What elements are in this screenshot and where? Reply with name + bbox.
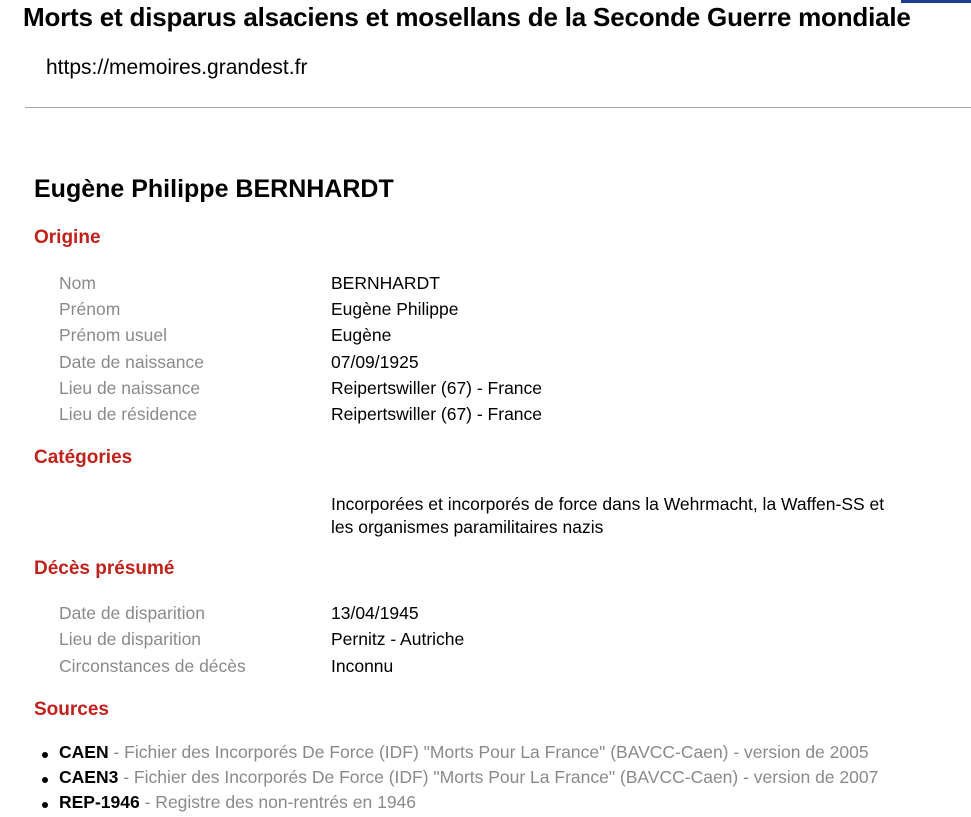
section-heading-origine: Origine — [34, 227, 101, 248]
header-divider — [25, 107, 971, 108]
person-name: Eugène Philippe BERNHARDT — [34, 175, 394, 203]
section-heading-categories: Catégories — [34, 447, 133, 468]
section-heading-sources: Sources — [34, 699, 109, 720]
site-url[interactable]: https://memoires.grandest.fr — [46, 56, 308, 79]
source-item — [40, 766, 878, 791]
site-title: Morts et disparus alsaciens et mosellans de la Seconde Guerre mondiale — [23, 2, 911, 32]
value-prenom-usuel: Eugène — [331, 325, 392, 345]
value-date-naissance: 07/09/1925 — [331, 352, 419, 372]
source-code: REP-1946 — [59, 792, 140, 812]
source-description: - Fichier des Incorporés De Force (IDF) "Morts Pour La France" (BAVCC-Caen) - version de 2007 — [118, 767, 879, 787]
label-lieu-residence: Lieu de résidence — [59, 404, 198, 424]
value-nom: BERNHARDT — [331, 273, 440, 293]
value-date-disparition: 13/04/1945 — [331, 603, 419, 623]
sources-list — [40, 741, 878, 816]
source-code: CAEN3 — [59, 767, 119, 787]
label-date-disparition: Date de disparition — [59, 603, 205, 623]
label-prenom-usuel: Prénom usuel — [59, 325, 167, 345]
label-nom: Nom — [59, 273, 96, 293]
value-categories: Incorporées et incorporés de force dans la Wehrmacht, la Waffen-SS et les organismes paramilitaires nazis — [331, 494, 885, 537]
label-lieu-naissance: Lieu de naissance — [59, 378, 201, 398]
value-circonstances: Inconnu — [331, 656, 394, 676]
bullet-icon — [42, 752, 48, 758]
source-code: CAEN — [59, 742, 109, 762]
bullet-icon — [42, 802, 48, 808]
source-description: - Fichier des Incorporés De Force (IDF) "Morts Pour La France" (BAVCC-Caen) - version de 2005 — [108, 742, 869, 762]
bullet-icon — [42, 777, 48, 783]
label-lieu-disparition: Lieu de disparition — [59, 629, 202, 649]
value-lieu-naissance: Reipertswiller (67) - France — [331, 378, 543, 398]
label-prenom: Prénom — [59, 299, 121, 319]
value-lieu-disparition: Pernitz - Autriche — [331, 629, 465, 649]
value-prenom: Eugène Philippe — [331, 299, 459, 319]
label-circonstances: Circonstances de décès — [59, 656, 246, 676]
source-description: - Registre des non-rentrés en 1946 — [139, 792, 417, 812]
section-heading-deces: Décès présumé — [34, 558, 175, 579]
source-item — [40, 791, 878, 816]
source-item — [40, 741, 878, 766]
corner-accent — [901, 0, 971, 3]
label-date-naissance: Date de naissance — [59, 352, 204, 372]
value-lieu-residence: Reipertswiller (67) - France — [331, 404, 543, 424]
